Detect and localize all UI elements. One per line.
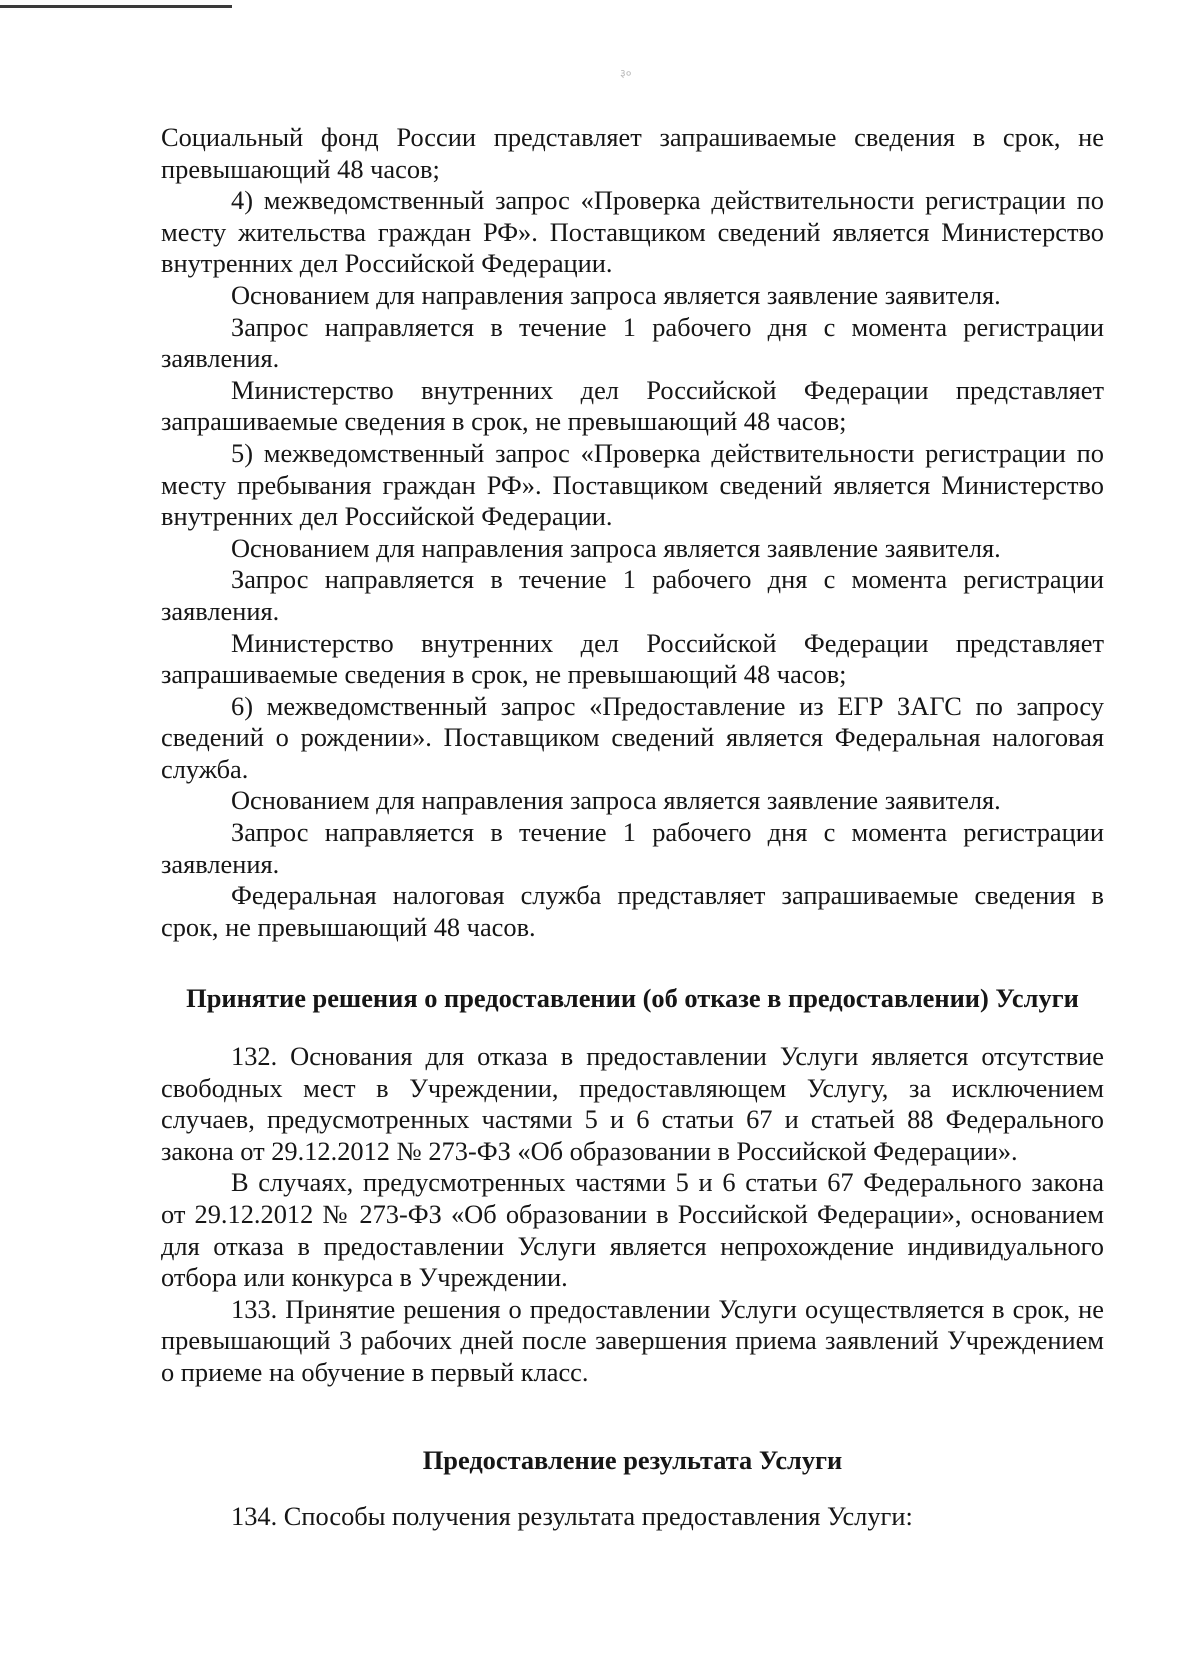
paragraph-basis-5: Основанием для направления запроса является заявление заявителя. xyxy=(231,532,1001,563)
paragraph-sfr-deadline: Социальный фонд России представляет запрашиваемые сведения в срок, не превышающий 48 часов; xyxy=(161,122,1104,184)
paragraph-timing-6: Запрос направляется в течение 1 рабочего дня с момента регистрации заявления. xyxy=(161,817,1104,879)
paragraph-134: 134. Способы получения результата предоставления Услуги: xyxy=(231,1501,913,1532)
paragraph-request-6: 6) межведомственный запрос «Предоставление из ЕГР ЗАГС по запросу сведений о рождении». Поставщиком сведений является Федеральная налоговая служба. xyxy=(161,690,1104,784)
paragraph-133: 133. Принятие решения о предоставлении Услуги осуществляется в срок, не превышающий 3 рабочих дней после завершения приема заявлений Учреждением о приеме на обучение в первый класс. xyxy=(161,1293,1104,1387)
paragraph-mvd-deadline-5: Министерство внутренних дел Российской Федерации представляет запрашиваемые сведения в срок, не превышающий 48 часов; xyxy=(161,627,1104,690)
paragraph-request-4: 4) межведомственный запрос «Проверка действительности регистрации по месту жительства граждан РФ». Поставщиком сведений является Министерство внутренних дел Российской Федерации. xyxy=(161,185,1104,279)
document-page xyxy=(161,122,1104,1533)
section-heading-decision: Принятие решения о предоставлении (об отказе в предоставлении) Услуги xyxy=(186,983,1079,1014)
scan-edge-mark xyxy=(0,5,232,8)
page-number-mark: ३० xyxy=(620,67,632,80)
paragraph-timing-5: Запрос направляется в течение 1 рабочего дня с момента регистрации заявления. xyxy=(161,564,1104,626)
paragraph-basis-6: Основанием для направления запроса является заявление заявителя. xyxy=(231,785,1001,816)
paragraph-mvd-deadline-4: Министерство внутренних дел Российской Федерации представляет запрашиваемые сведения в срок, не превышающий 48 часов; xyxy=(161,374,1104,437)
section-heading-result: Предоставление результата Услуги xyxy=(422,1444,843,1475)
paragraph-132: 132. Основания для отказа в предоставлении Услуги является отсутствие свободных мест в Учреждении, предоставляющем Услугу, за исключением случаев, предусмотренных частями 5 и 6 статьи 67 и статьей 88 Федерального закона от 29.12.2012 № 273-ФЗ «Об образовании в Российской Федерации». xyxy=(161,1041,1104,1166)
paragraph-request-5: 5) межведомственный запрос «Проверка действительности регистрации по месту пребывания граждан РФ». Поставщиком сведений является Министерство внутренних дел Российской Федерации. xyxy=(161,437,1104,532)
paragraph-fns-deadline: Федеральная налоговая служба представляет запрашиваемые сведения в срок, не превышающий 48 часов. xyxy=(161,880,1104,942)
paragraph-basis-4: Основанием для направления запроса является заявление заявителя. xyxy=(231,279,1001,310)
paragraph-132-cases: В случаях, предусмотренных частями 5 и 6 статьи 67 Федерального закона от 29.12.2012 № 273-ФЗ «Об образовании в Российской Федерации», основанием для отказа в предоставлении Услуги является непрохождение индивидуального отбора или конкурса в Учреждении. xyxy=(161,1167,1104,1293)
paragraph-timing-4: Запрос направляется в течение 1 рабочего дня с момента регистрации заявления. xyxy=(161,311,1104,374)
